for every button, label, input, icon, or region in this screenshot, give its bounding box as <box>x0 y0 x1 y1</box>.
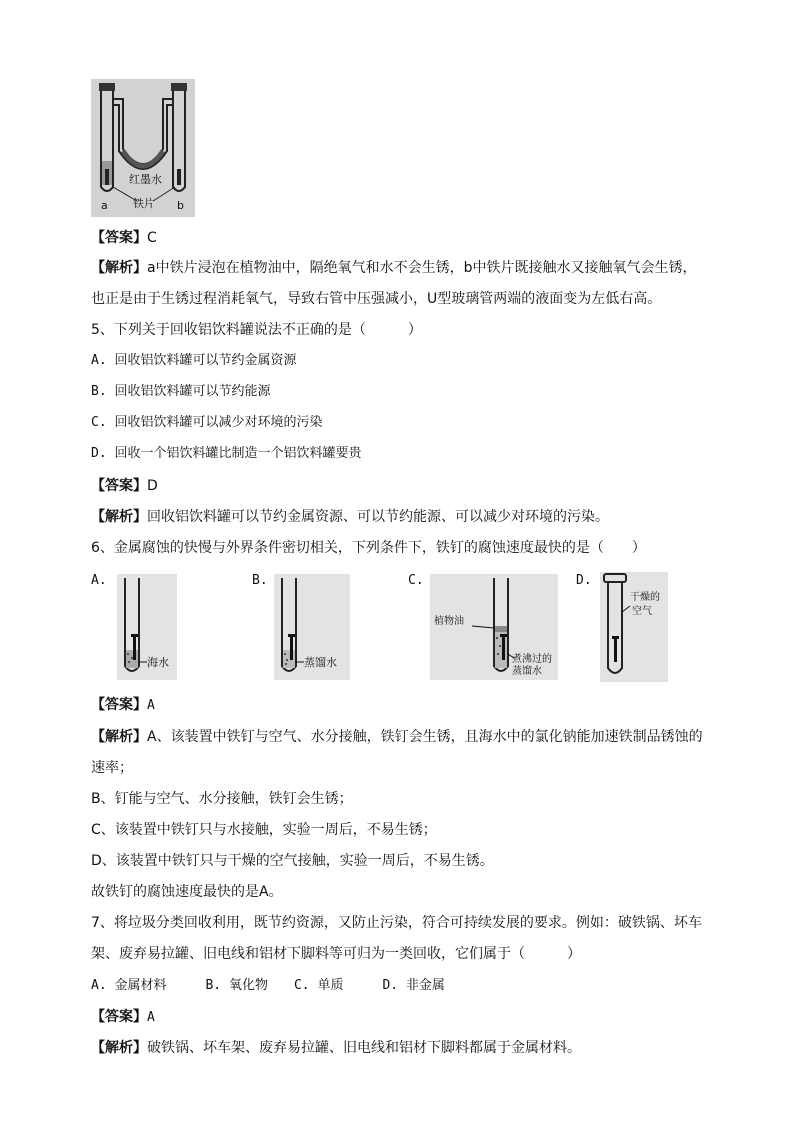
q6-analysis-line-1: 【解析】A、该装置中铁钉与空气、水分接触，铁钉会生锈，且海水中的氯化钠能加速铁制品锈蚀的 <box>91 729 703 745</box>
label-iron: 铁片 <box>133 197 155 210</box>
nail-d <box>614 636 617 662</box>
iron-piece-b <box>177 169 181 185</box>
q5-answer: 【答案】D <box>91 478 158 494</box>
label-a: a <box>101 199 108 212</box>
q7-options: A. 金属材料 B. 氧化物 C. 单质 D. 非金属 <box>91 978 445 993</box>
q5-option-c: C. 回收铝饮料罐可以减少对环境的污染 <box>91 415 323 430</box>
answer-label: 【答案】 <box>91 230 147 246</box>
fig-a-letter: A. <box>91 573 107 588</box>
fig-c-label-oil: 植物油 <box>434 616 464 627</box>
label-red-water: 红墨水 <box>129 173 162 186</box>
fig-d-label-2: 空气 <box>632 606 652 617</box>
q7-stem-line-2: 架、废弃易拉罐、旧电线和铝材下脚料等可归为一类回收，它们属于（ ） <box>91 946 581 962</box>
fig-c-letter: C. <box>408 573 424 588</box>
q6-analysis-line-6: 故铁钉的腐蚀速度最快的是A。 <box>91 884 283 900</box>
stopper-left <box>99 83 115 91</box>
fig-d-letter: D. <box>576 573 592 588</box>
q7-stem-line-1: 7、将垃圾分类回收利用，既节约资源，又防止污染，符合可持续发展的要求。例如：破铁锅、坏车 <box>91 915 702 931</box>
q4-analysis-line-1: 【解析】a中铁片浸泡在植物油中，隔绝氧气和水不会生锈，b中铁片既接触水又接触氧气会生锈， <box>91 260 697 276</box>
u-tube-figure <box>91 79 195 217</box>
fig-c-label-water-1: 煮沸过的 <box>512 654 552 665</box>
q7-analysis: 【解析】破铁锅、坏车架、废弃易拉罐、旧电线和铝材下脚料都属于金属材料。 <box>91 1040 581 1056</box>
answer-value: C <box>147 230 157 246</box>
nail-c <box>502 634 505 660</box>
q6-analysis-line-4: C、该装置中铁钉只与水接触，实验一周后，不易生锈； <box>91 822 437 838</box>
fig-d-label-1: 干燥的 <box>630 592 660 603</box>
q6-analysis-line-3: B、钉能与空气、水分接触，铁钉会生锈； <box>91 791 353 807</box>
fig-a-label: 海水 <box>147 656 169 669</box>
nail-b <box>290 634 293 660</box>
q6-analysis-line-2: 速率； <box>91 760 133 776</box>
label-b: b <box>177 199 184 212</box>
test-tube-figure-c <box>430 574 558 680</box>
q4-analysis-line-2: 也正是由于生锈过程消耗氧气，导致右管中压强减小，U型玻璃管两端的液面变为左低右高。 <box>91 291 662 307</box>
fig-b-label: 蒸馏水 <box>304 656 337 669</box>
q4-answer <box>91 228 157 248</box>
q5-option-b: B. 回收铝饮料罐可以节约能源 <box>91 384 271 399</box>
q5-option-d: D. 回收一个铝饮料罐比制造一个铝饮料罐要贵 <box>91 446 362 461</box>
fig-c-label-water-2: 蒸馏水 <box>512 666 542 677</box>
analysis-label: 【解析】 <box>91 260 147 276</box>
q7-answer: 【答案】A <box>91 1009 155 1025</box>
test-tube-figure-a <box>117 574 177 680</box>
q5-analysis: 【解析】回收铝饮料罐可以节约金属资源、可以节约能源、可以减少对环境的污染。 <box>91 509 609 525</box>
test-tube-figure-d <box>600 572 668 682</box>
stopper-right <box>171 83 187 91</box>
q6-analysis-line-5: D、该装置中铁钉只与干燥的空气接触，实验一周后，不易生锈。 <box>91 853 494 869</box>
test-tube-figure-b <box>274 574 350 680</box>
q6-stem: 6、金属腐蚀的快慢与外界条件密切相关，下列条件下，铁钉的腐蚀速度最快的是（ ） <box>91 540 646 556</box>
q5-stem: 5、下列关于回收铝饮料罐说法不正确的是（ ） <box>91 322 422 338</box>
iron-piece-a <box>105 169 109 185</box>
q5-option-a: A. 回收铝饮料罐可以节约金属资源 <box>91 353 297 368</box>
nail-a <box>133 634 136 660</box>
fig-b-letter: B. <box>252 573 268 588</box>
stopper-d <box>604 574 626 582</box>
q6-answer: 【答案】A <box>91 697 155 713</box>
